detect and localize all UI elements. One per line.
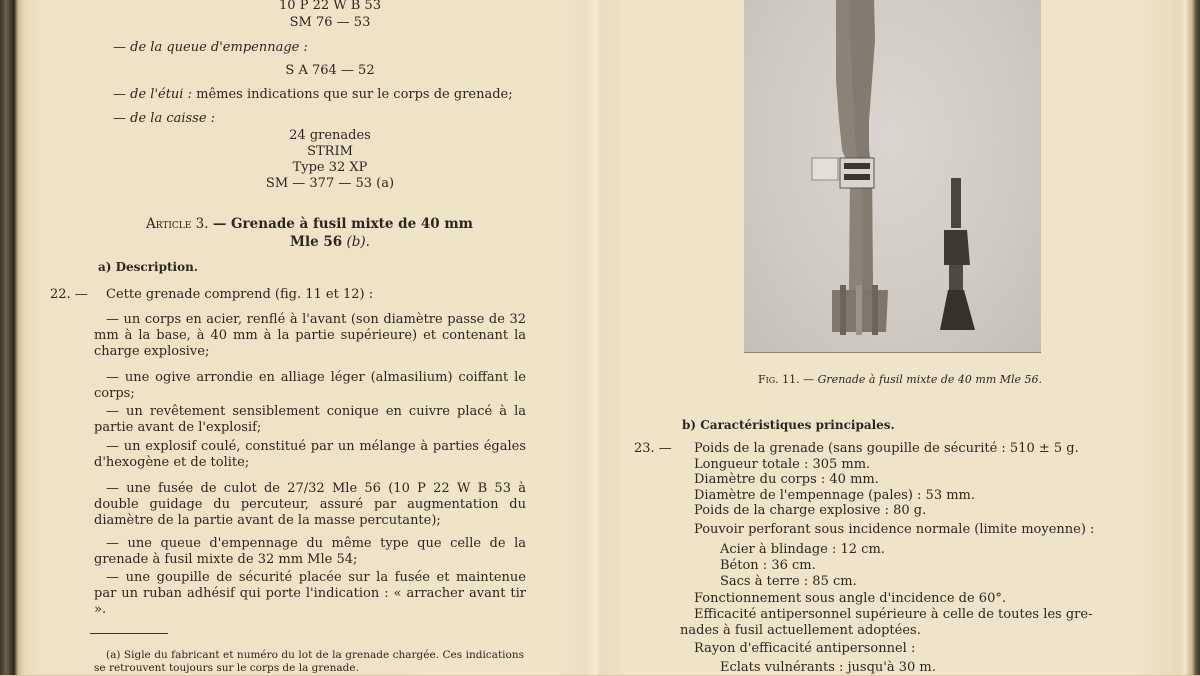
article-heading-line2 [200, 234, 460, 250]
spec-line: Longueur totale : 305 mm. [694, 457, 871, 472]
figure-caption [600, 372, 1200, 388]
caisse-line: SM — 377 — 53 (a) [265, 176, 395, 191]
caisse-line: 24 grenades [289, 128, 371, 143]
article-prefix: Article 3. [146, 216, 209, 232]
spec-line: Eclats vulnérants : jusqu'à 30 m. [720, 660, 936, 675]
caisse-line: Type 32 XP [292, 160, 368, 175]
spec-line: Poids de la charge explosive : 80 g. [694, 503, 927, 518]
perforation-line: Acier à blindage : 12 cm. [720, 542, 885, 557]
queue-value: S A 764 — 52 [285, 63, 375, 78]
list-item: — une ogive arrondie en alliage léger (almasilium) coiffant le corps; [94, 370, 526, 401]
spec-line: Efficacité antipersonnel supérieure à celle de toutes les gre- [694, 607, 1093, 622]
list-item: — un explosif coulé, constitué par un mélange à parties égales d'hexogène et de tolite; [94, 439, 526, 470]
figure-photo [744, 0, 1041, 353]
paragraph-number: 23. — [634, 441, 672, 456]
section-heading: b) Caractéristiques principales. [682, 418, 895, 432]
article-model: Mle 56 [290, 234, 343, 250]
grenade-photo-icon [744, 0, 1041, 352]
perforation-line: Béton : 36 cm. [720, 558, 816, 573]
footnote: (a) Sigle du fabricant et numéro du lot de la grenade chargée. Ces indications se retrouvent toujours sur le corps de la grenade. [94, 649, 524, 674]
list-item: — une queue d'empennage du même type que celle de la grenade à fusil mixte de 32 mm Mle 54; [94, 536, 526, 567]
article-title: — Grenade à fusil mixte de 40 mm [212, 216, 473, 232]
spec-line: Poids de la grenade (sans goupille de sécurité : 510 ± 5 g. [694, 441, 1079, 456]
spec-line: nades à fusil actuellement adoptées. [680, 623, 921, 638]
paragraph-number: 22. — [50, 287, 88, 302]
etui-line [113, 87, 513, 103]
spec-line: Fonctionnement sous angle d'incidence de 60°. [694, 591, 1006, 606]
left-page [0, 0, 600, 675]
footnote-rule [90, 633, 168, 634]
spec-line: Rayon d'efficacité antipersonnel : [694, 641, 916, 656]
spec-line: Pouvoir perforant sous incidence normale (limite moyenne) : [694, 522, 1095, 537]
list-item: — une goupille de sécurité placée sur la fusée et maintenue par un ruban adhésif qui porte l'indication : « arracher avant tir ». [94, 570, 526, 617]
etui-text: mêmes indications que sur le corps de grenade; [196, 87, 513, 102]
marking-line: SM 76 — 53 [289, 15, 371, 30]
figure-caption-text: — Grenade à fusil mixte de 40 mm Mle 56. [803, 373, 1043, 386]
list-item: — une fusée de culot de 27/32 Mle 56 (10 P 22 W B 53 à double guidage du percuteur, assuré par augmentation du diamètre de la partie avant de la masse percutante); [94, 481, 526, 528]
spec-line: Diamètre du corps : 40 mm. [694, 472, 879, 487]
article-note: (b). [346, 234, 370, 250]
marking-line: 10 P 22 W B 53 [279, 0, 381, 13]
queue-label: — de la queue d'empennage : [113, 40, 308, 55]
article-heading [146, 216, 473, 232]
spec-line: Diamètre de l'empennage (pales) : 53 mm. [694, 488, 976, 503]
caisse-line: STRIM [307, 144, 353, 159]
paragraph-intro: Cette grenade comprend (fig. 11 et 12) : [106, 287, 374, 302]
caisse-label: — de la caisse : [113, 111, 216, 126]
list-item: — un revêtement sensiblement conique en cuivre placé à la partie avant de l'explosif; [94, 404, 526, 435]
etui-label: — de l'étui : [113, 87, 192, 102]
list-item: — un corps en acier, renflé à l'avant (son diamètre passe de 32 mm à la base, à 40 mm à la partie supérieure) et contenant la charge explosive; [94, 312, 526, 359]
perforation-line: Sacs à terre : 85 cm. [720, 574, 857, 589]
figure-caption-prefix: Fig. 11. [757, 373, 800, 386]
section-heading: a) Description. [98, 260, 199, 274]
